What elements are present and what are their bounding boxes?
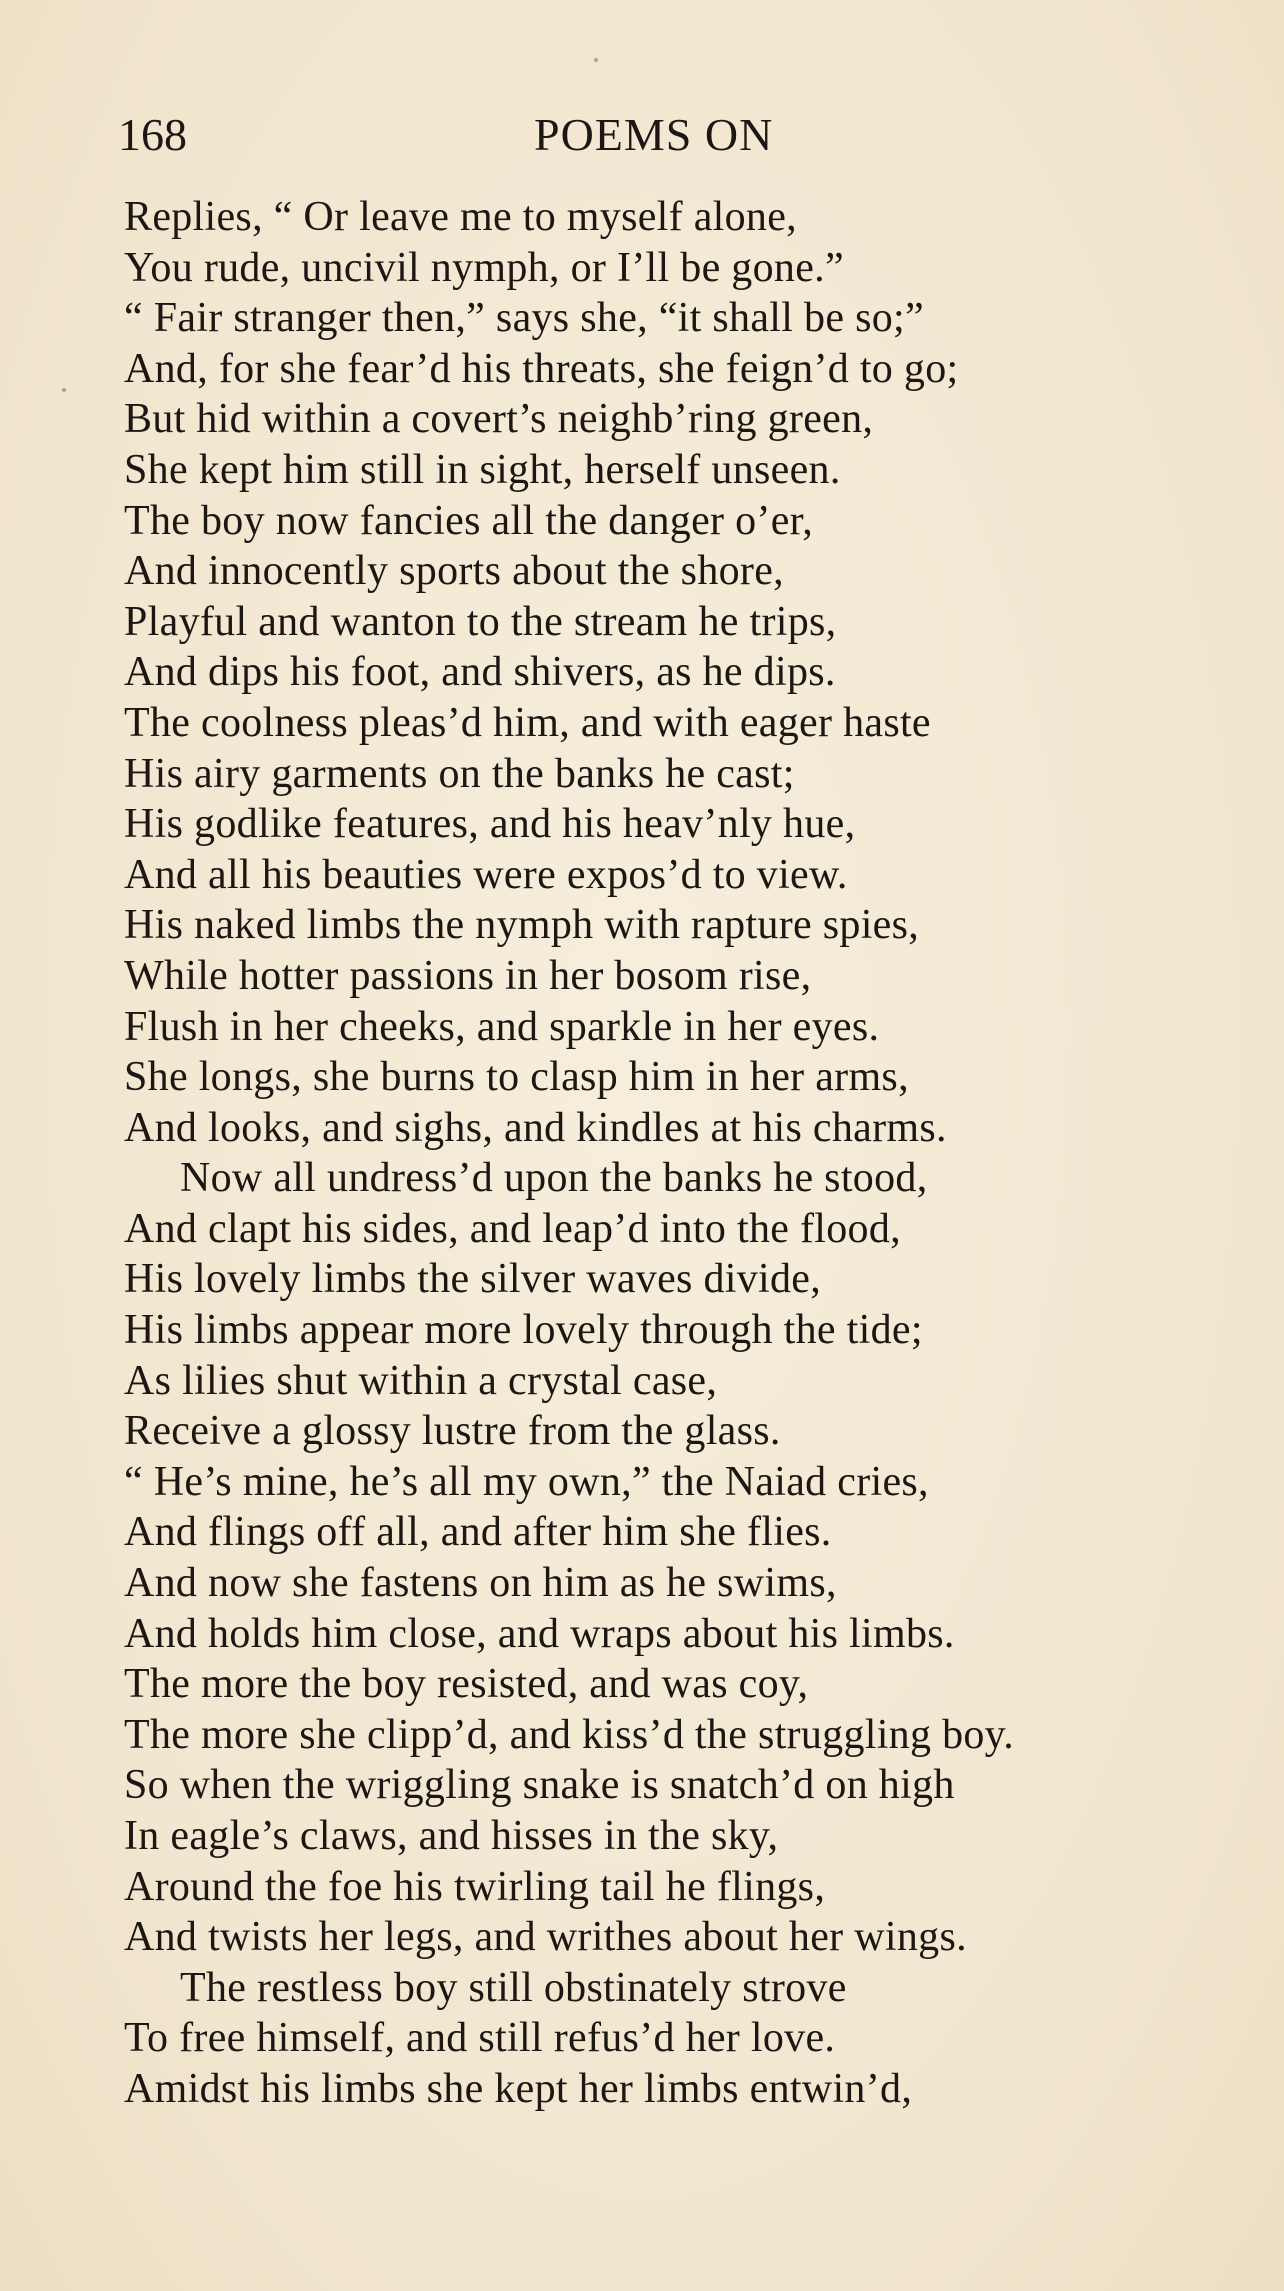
poem-line: You rude, uncivil nymph, or I’ll be gone.” — [124, 244, 844, 291]
poem-line: His lovely limbs the silver waves divide, — [124, 1256, 822, 1303]
poem-line: And looks, and sighs, and kindles at his charms. — [124, 1104, 947, 1151]
running-title: POEMS ON — [534, 109, 774, 160]
poem-line: And all his beauties were expos’d to view. — [124, 851, 848, 898]
poem-line: And now she fastens on him as he swims, — [124, 1560, 837, 1607]
poem-line: And, for she fear’d his threats, she feign’d to go; — [124, 345, 959, 392]
poem-line: His godlike features, and his heav’nly hue, — [124, 801, 856, 848]
poem-line: To free himself, and still refus’d her love. — [124, 2015, 836, 2062]
poem-line: She longs, she burns to clasp him in her arms, — [124, 1054, 909, 1101]
poem-line: “ Fair stranger then,” says she, “it shall be so;” — [124, 295, 924, 342]
poem-line: “ He’s mine, he’s all my own,” the Naiad cries, — [124, 1458, 929, 1505]
poem-line: Amidst his limbs she kept her limbs entwin’d, — [124, 2065, 913, 2112]
poem-line: And clapt his sides, and leap’d into the flood, — [124, 1205, 901, 1252]
poem-line: His airy garments on the banks he cast; — [124, 750, 795, 797]
poem-line: The more the boy resisted, and was coy, — [124, 1661, 809, 1708]
poem-line: In eagle’s claws, and hisses in the sky, — [124, 1813, 779, 1859]
poem-line: As lilies shut within a crystal case, — [124, 1357, 718, 1404]
poem-line: Flush in her cheeks, and sparkle in her eyes. — [124, 1003, 880, 1050]
poem-line: The restless boy still obstinately strove — [180, 1964, 847, 2011]
poem-line: She kept him still in sight, herself unseen. — [124, 446, 841, 493]
poem-line: His naked limbs the nymph with rapture spies, — [124, 902, 920, 949]
poem-line: Replies, “ Or leave me to myself alone, — [124, 194, 797, 240]
poem-line: Around the foe his twirling tail he flings, — [124, 1863, 826, 1910]
paper-speck — [62, 388, 66, 392]
poem-line: The boy now fancies all the danger o’er, — [124, 497, 814, 544]
poem-line: Receive a glossy lustre from the glass. — [124, 1408, 781, 1455]
poem-body — [124, 192, 1244, 2115]
poem-line: His limbs appear more lovely through the tide; — [124, 1307, 923, 1354]
paper-speck — [594, 58, 598, 62]
poem-line: And holds him close, and wraps about his limbs. — [124, 1610, 955, 1657]
poem-line: So when the wriggling snake is snatch’d on high — [124, 1762, 955, 1809]
poem-line: Now all undress’d upon the banks he stood, — [180, 1155, 928, 1202]
page-number: 168 — [118, 109, 187, 160]
poem-line: And innocently sports about the shore, — [124, 548, 784, 595]
poem-line: And flings off all, and after him she flies. — [124, 1509, 832, 1556]
poem-line: And dips his foot, and shivers, as he dips. — [124, 649, 836, 696]
poem-line: And twists her legs, and writhes about her wings. — [124, 1914, 967, 1961]
poem-line: But hid within a covert’s neighb’ring green, — [124, 396, 874, 443]
poem-line: Playful and wanton to the stream he trips, — [124, 598, 837, 645]
poem-line: The coolness pleas’d him, and with eager haste — [124, 699, 931, 746]
poem-line: While hotter passions in her bosom rise, — [124, 952, 812, 999]
poem-line: The more she clipp’d, and kiss’d the struggling boy. — [124, 1711, 1015, 1758]
